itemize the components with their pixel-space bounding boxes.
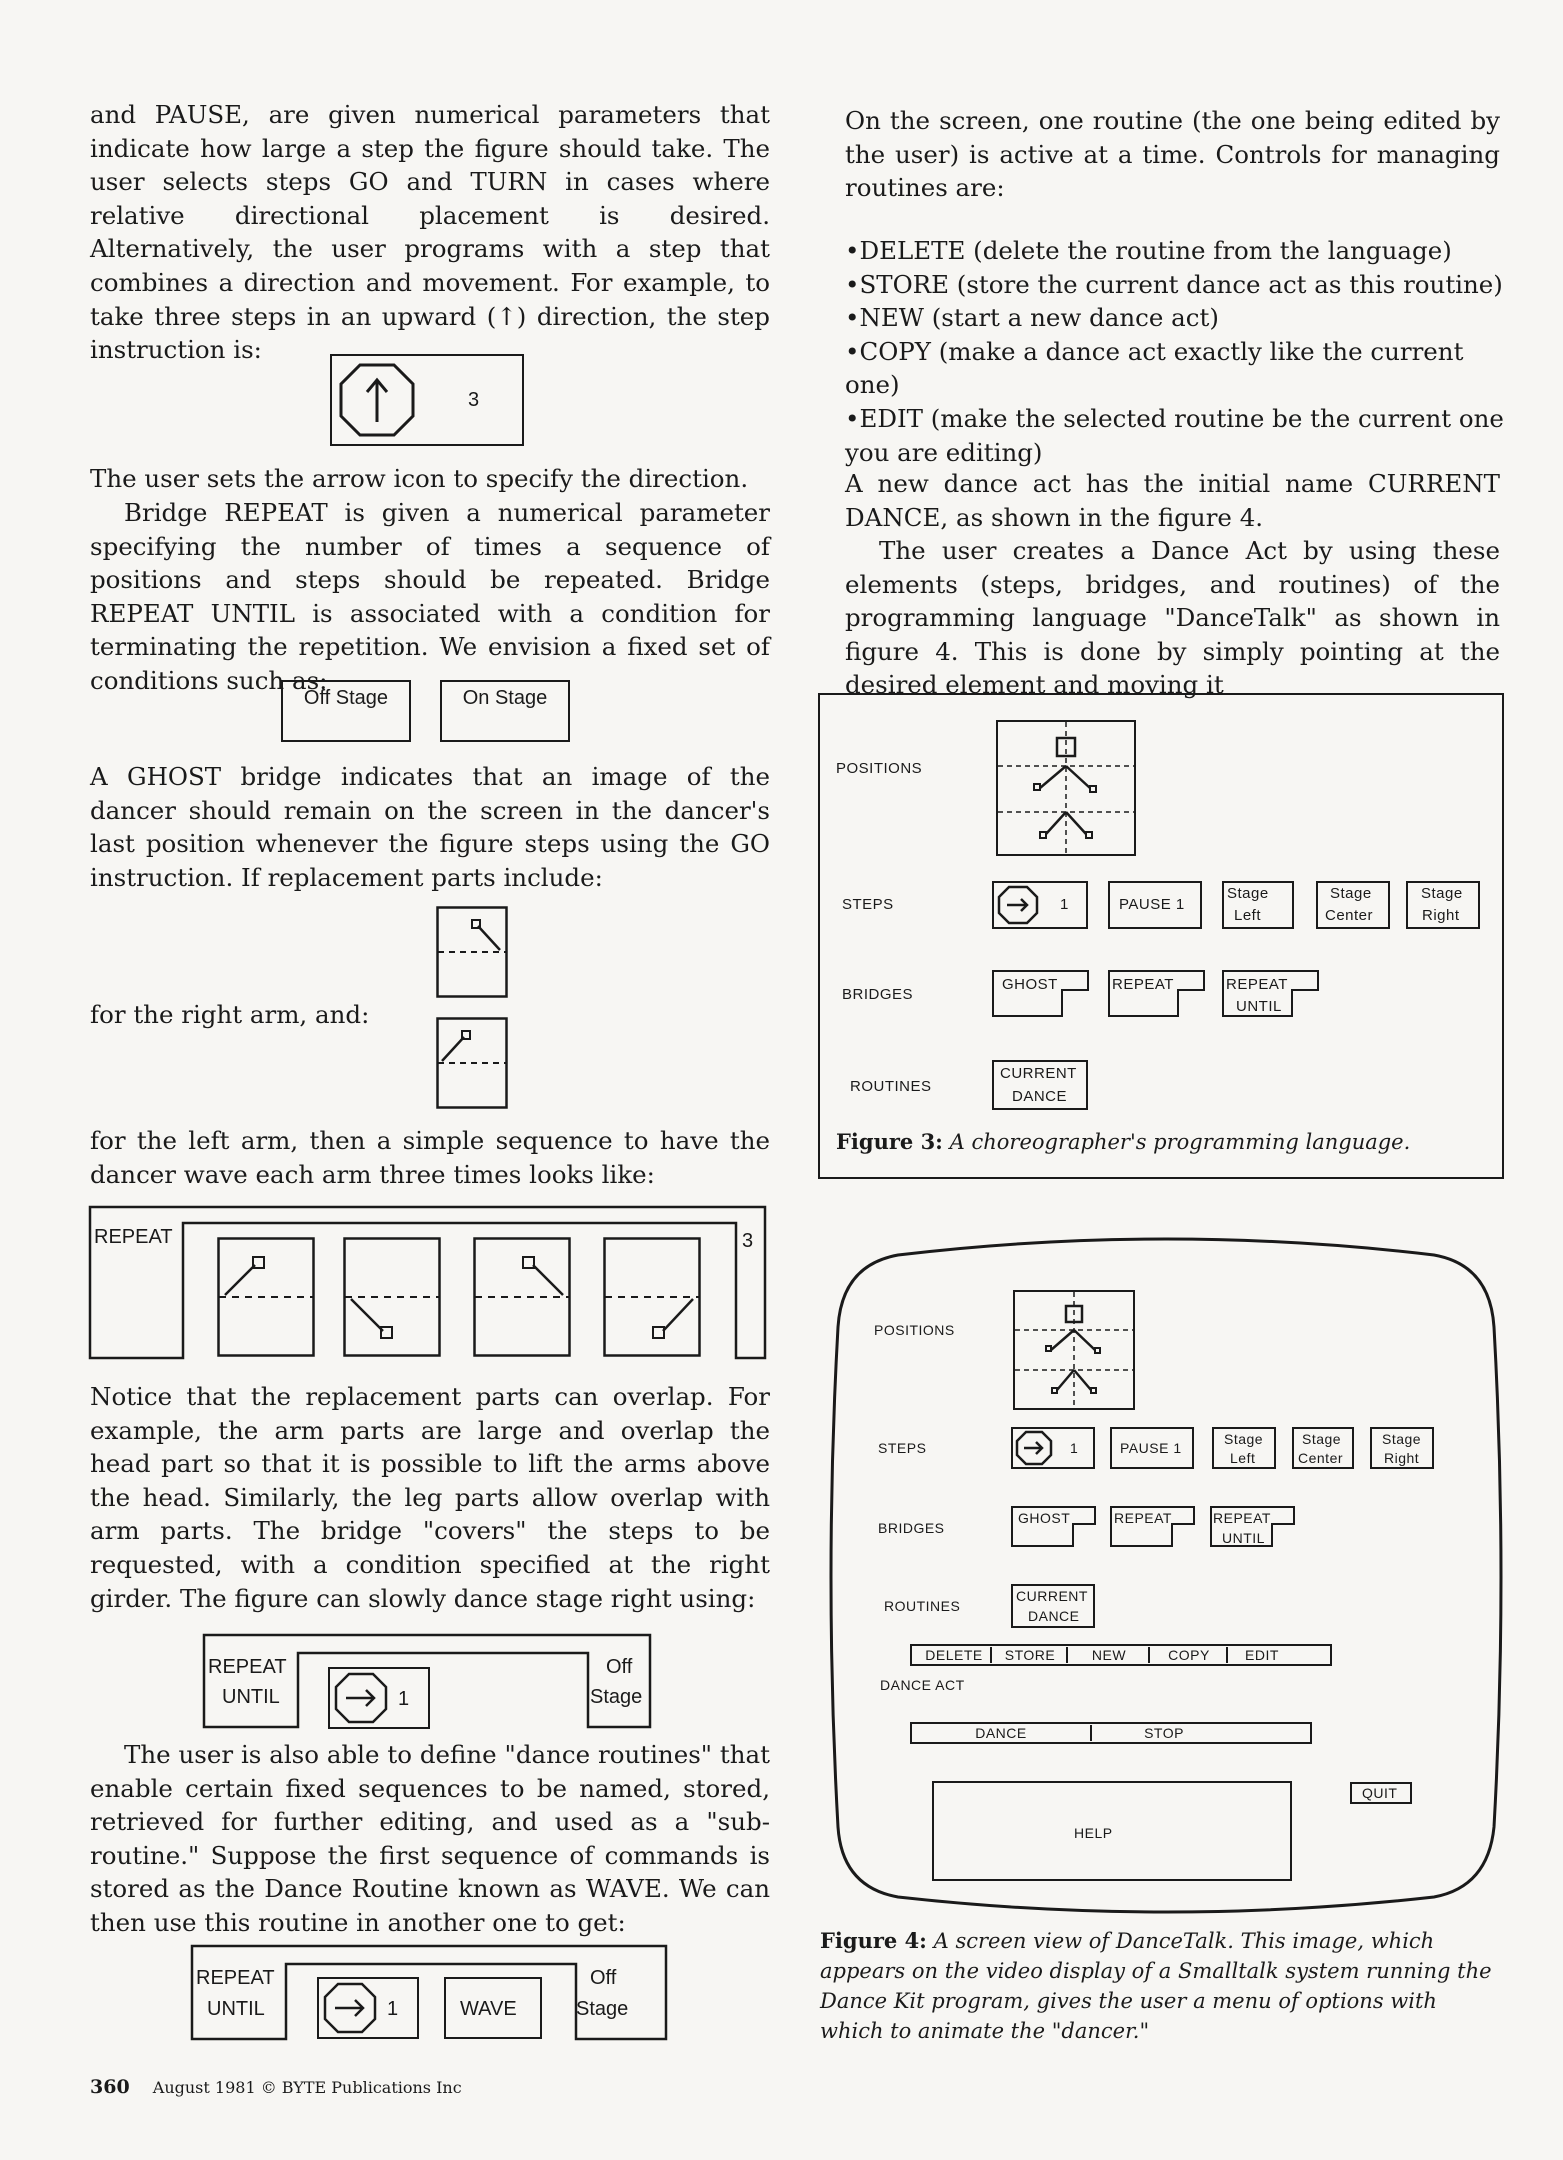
wave-frame-1 <box>217 1237 315 1357</box>
fig3-repeat-until-line1: REPEAT <box>1226 976 1288 993</box>
fig4-dancer-figure <box>1013 1290 1135 1410</box>
fig4-positions-label: POSITIONS <box>874 1322 955 1338</box>
fig4-current-dance-line2: DANCE <box>1028 1608 1080 1624</box>
fig3-stage-center-line2: Center <box>1325 907 1374 924</box>
repeat-count: 3 <box>742 1230 754 1252</box>
fig3-stage-right-line1: Stage <box>1421 885 1463 902</box>
ru1-stage: Stage <box>590 1686 643 1708</box>
bullet-edit: •EDIT (make the selected routine be the current one you are editing) <box>845 403 1504 467</box>
fig4-stage-left-line2: Left <box>1230 1450 1256 1466</box>
ru1-off: Off <box>606 1656 633 1678</box>
fig4-menu-copy[interactable]: COPY <box>1152 1647 1228 1663</box>
fig3-stage-right-line2: Right <box>1422 907 1460 924</box>
fig3-steps-label: STEPS <box>842 896 894 913</box>
ru2-stage: Stage <box>576 1998 629 2020</box>
fig4-right-arrow-icon <box>1015 1430 1053 1466</box>
left-paragraph-4: A GHOST bridge indicates that an image of the dancer should remain on the screen in the dancer's last position whenever the figure steps using the GO instruction. If replacement parts include: <box>90 762 770 892</box>
up-arrow-octagon-icon <box>338 362 416 438</box>
right-arrow-octagon-icon-2 <box>323 1982 377 2034</box>
bullet-store: •STORE (store the current dance act as this routine) <box>845 269 1503 299</box>
wave-frame-4 <box>603 1237 701 1357</box>
wave-frame-3 <box>473 1237 571 1357</box>
left-arm-part-icon <box>436 1017 508 1109</box>
fig4-steps-label: STEPS <box>878 1440 927 1456</box>
fig4-dance-button[interactable]: DANCE <box>912 1725 1092 1741</box>
fig4-repeat-label: REPEAT <box>1114 1510 1172 1526</box>
fig4-current-dance-line1: CURRENT <box>1016 1588 1088 1604</box>
right-paragraph-2: A new dance act has the initial name CURRENT DANCE, as shown in the figure 4. <box>845 469 1500 532</box>
fig4-dance-act-label: DANCE ACT <box>880 1677 965 1693</box>
fig4-repeat-until-line1: REPEAT <box>1213 1510 1271 1526</box>
left-paragraph-1: and PAUSE, are given numerical parameters that indicate how large a step the figure should take. The user selects steps GO and TURN in cases where relative directional placement is desired. Alternatively, the user programs with a step that combines a direction and movement. For example, to take three steps in an upward (↑) direction, the step instruction is: <box>90 100 770 365</box>
fig4-help-label: HELP <box>1074 1825 1113 1841</box>
repeat-label: REPEAT <box>94 1226 173 1248</box>
footer-credit: August 1981 © BYTE Publications Inc <box>152 2078 462 2097</box>
right-arm-part-icon <box>436 906 508 998</box>
fig4-repeat-until-line2: UNTIL <box>1222 1530 1265 1546</box>
right-paragraph-1: On the screen, one routine (the one being edited by the user) is active at a time. Controls for managing routines are: <box>845 106 1500 203</box>
fig4-caption-label: Figure 4: <box>820 1928 927 1953</box>
fig4-bridges-label: BRIDGES <box>878 1520 945 1536</box>
page-footer <box>90 2076 462 2098</box>
fig4-menu-delete[interactable]: DELETE <box>918 1647 992 1663</box>
fig3-caption-text: A choreographer's programming language. <box>949 1130 1411 1154</box>
fig4-stop-button[interactable]: STOP <box>1144 1725 1184 1741</box>
fig3-current-dance-line2: DANCE <box>1012 1088 1068 1105</box>
ru2-wave: WAVE <box>460 1998 517 2020</box>
fig4-stage-right-line2: Right <box>1384 1450 1420 1466</box>
ru2-repeat: REPEAT <box>196 1967 275 1989</box>
fig3-repeat-until-line2: UNTIL <box>1236 998 1282 1015</box>
fig3-positions-label: POSITIONS <box>836 760 923 777</box>
fig3-dancer-figure <box>996 720 1136 856</box>
fig3-ghost-label: GHOST <box>1002 976 1058 993</box>
fig3-caption <box>836 1127 1496 1157</box>
fig4-menu-new[interactable]: NEW <box>1070 1647 1150 1663</box>
bullet-new: •NEW (start a new dance act) <box>845 303 1219 333</box>
fig4-caption <box>820 1926 1504 2046</box>
left-paragraph-3: Bridge REPEAT is given a numerical parameter specifying the number of times a sequence of positions and steps should be repeated. Bridge REPEAT UNTIL is associated with a condition for terminating the repetition. We envision a fixed set of conditions such as: <box>90 498 770 695</box>
fig3-routines-label: ROUTINES <box>850 1078 932 1095</box>
fig4-menu-store[interactable]: STORE <box>994 1647 1068 1663</box>
left-paragraph-6: Notice that the replacement parts can overlap. For example, the arm parts are large and overlap the head part so that it is possible to lift the arms above the head. Similarly, the leg parts allow overlap with arm parts. The bridge "covers" the steps to be requested, with a condition specified at the right girder. The figure can slowly dance stage right using: <box>90 1382 770 1613</box>
routine-controls-list <box>845 234 1505 469</box>
fig3-current-dance-line1: CURRENT <box>1000 1065 1077 1082</box>
wave-frame-2 <box>343 1237 441 1357</box>
fig3-right-arrow-icon <box>997 885 1039 925</box>
left-paragraph-7: The user is also able to define "dance routines" that enable certain fixed sequences to be named, stored, retrieved for further editing, and used as a "sub-routine." Suppose the first sequence of commands is stored as the Dance Routine known as WAVE. We can then use this routine in another one to get: <box>90 1740 770 1937</box>
fig4-stage-center-line1: Stage <box>1302 1431 1342 1447</box>
right-arm-text: for the right arm, and: <box>90 1000 370 1029</box>
ru2-until: UNTIL <box>207 1998 265 2020</box>
fig4-stage-center-line2: Center <box>1298 1450 1344 1466</box>
fig4-stage-left-line1: Stage <box>1224 1431 1264 1447</box>
ru1-step-value: 1 <box>398 1688 410 1710</box>
ru2-off: Off <box>590 1967 617 1989</box>
right-arrow-octagon-icon <box>334 1672 388 1724</box>
ru1-repeat: REPEAT <box>208 1656 287 1678</box>
fig4-go-value: 1 <box>1070 1440 1079 1456</box>
fig4-menu-edit[interactable]: EDIT <box>1245 1647 1279 1663</box>
step-example-value: 3 <box>468 389 480 411</box>
fig3-go-value: 1 <box>1060 896 1069 913</box>
ru1-until: UNTIL <box>222 1686 280 1708</box>
right-paragraph-3: The user creates a Dance Act by using these elements (steps, bridges, and routines) of the programming language "DanceTalk" as shown in figure 4. This is done by simply pointing at the desired element and moving it <box>845 536 1500 700</box>
fig4-caption-text: A screen view of DanceTalk. This image, which appears on the video display of a Smalltalk system running the Dance Kit program, gives the user a menu of options with which to animate the "dancer." <box>820 1929 1492 2043</box>
bullet-delete: •DELETE (delete the routine from the language) <box>845 236 1452 265</box>
page-number: 360 <box>90 2076 130 2098</box>
fig3-caption-label: Figure 3: <box>836 1129 943 1154</box>
condition-on-stage-label: On Stage <box>462 687 548 709</box>
fig4-pause-label: PAUSE 1 <box>1120 1440 1182 1456</box>
fig3-pause-label: PAUSE 1 <box>1119 896 1185 913</box>
fig3-stage-left-line1: Stage <box>1227 885 1269 902</box>
condition-off-stage-label: Off Stage <box>303 687 389 709</box>
left-paragraph-2: The user sets the arrow icon to specify the direction. <box>90 464 749 493</box>
fig3-repeat-label: REPEAT <box>1112 976 1174 993</box>
fig4-ghost-label: GHOST <box>1018 1510 1071 1526</box>
fig4-quit-label: QUIT <box>1362 1785 1398 1801</box>
fig4-stage-right-line1: Stage <box>1382 1431 1422 1447</box>
fig3-bridges-label: BRIDGES <box>842 986 914 1003</box>
fig4-routines-label: ROUTINES <box>884 1598 961 1614</box>
ru2-step-value: 1 <box>387 1998 399 2020</box>
left-paragraph-5: for the left arm, then a simple sequence to have the dancer wave each arm three times looks like: <box>90 1126 770 1189</box>
fig3-stage-center-line1: Stage <box>1330 885 1372 902</box>
repeat-until-bridge-2 <box>190 1944 670 2044</box>
bullet-copy: •COPY (make a dance act exactly like the current one) <box>845 336 1464 400</box>
fig3-stage-left-line2: Left <box>1234 907 1262 924</box>
